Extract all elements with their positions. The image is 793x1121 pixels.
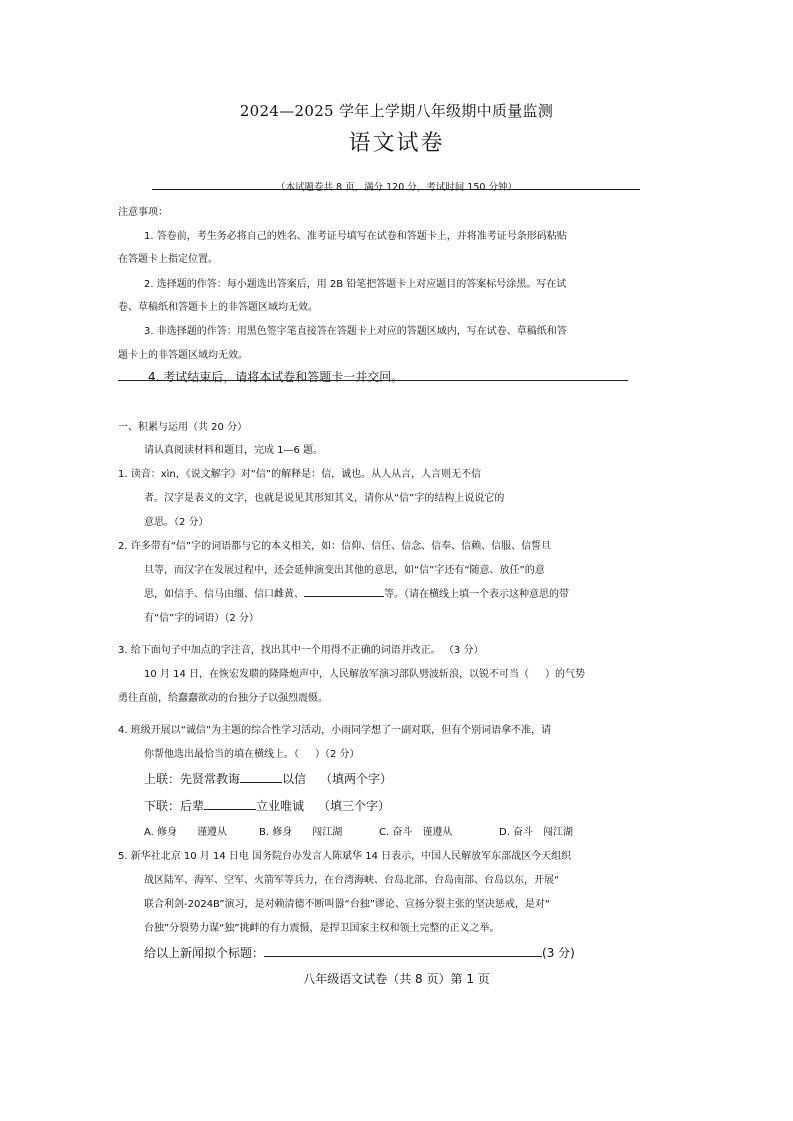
q4-up-blank[interactable]: [240, 770, 282, 783]
q4-option-d[interactable]: D. 奋斗 闯江湖: [499, 827, 574, 838]
q4-up-text2: 以信: [282, 772, 307, 786]
q2-line2: 旦等，而汉字在发展过程中，还会延伸演变出其他的意思，如“信”字还有“随意、放任”的意: [144, 565, 545, 576]
q4-down-text: 下联：后辈: [144, 799, 205, 813]
q5-prompt-text: 给以上新闻拟个标题：: [144, 946, 265, 960]
q2-line3: [144, 585, 569, 600]
q1-line2: 者。汉字是表义的文字，也就是说见其形知其义，请你从“信”字的结构上说说它的: [144, 493, 505, 504]
notice-item1-cont: 在答题卡上指定位置。: [118, 254, 218, 265]
notice-item2: 2. 选择题的作答：每小题选出答案后，用 2B 铅笔把答题卡上对应题目的答案标号涂黑。写在试: [144, 279, 567, 290]
q4-down-blank[interactable]: [204, 797, 256, 810]
q3-line1: 3. 给下面句子中加点的字注音，找出其中一个用得不正确的词语并改正。 （3 分）: [118, 645, 484, 656]
q3-line3: 勇往直前，给蠢蠢欲动的台独分子以强烈震慑。: [118, 693, 328, 704]
q2-answer-blank[interactable]: [304, 585, 384, 597]
page-footer: 八年级语文试卷（共 8 页）第 1 页: [303, 972, 490, 986]
q4-option-b[interactable]: B. 修身 闯江湖: [259, 827, 343, 838]
q5-line2: 战区陆军、海军、空军、火箭军等兵力，在台湾海峡、台岛北部、台岛南部、台岛以东，开展“: [144, 875, 560, 886]
notice-end-rule: [118, 380, 628, 381]
q5-title-blank[interactable]: [264, 944, 542, 957]
notice-item3-cont: 题卡上的非答题区域均无效。: [118, 350, 248, 361]
q5-line3: 联合利剑-2024B”演习，是对赖清德不断叫嚣“台独”谬论、宣扬分裂主张的坚决惩戒，是对“: [144, 899, 551, 910]
q4-couplet-up: [144, 770, 392, 787]
exam-title-line2: 语文试卷: [348, 131, 445, 156]
notice-item3: 3. 非选择题的作答：用黑色签字笔直接答在答题卡上对应的答题区域内，写在试卷、草稿纸和答: [144, 326, 567, 337]
notice-item2-cont: 卷、草稿纸和答题卡上的非答题区域均无效。: [118, 302, 318, 313]
q4-up-text: 上联：先贤常教诲: [144, 772, 241, 786]
q3-line2-rest: ）的气势: [545, 669, 585, 680]
q5-line4: 台独”分裂势力谋“独”挑衅的有力震慑，是捍卫国家主权和领土完整的正义之举。: [144, 923, 500, 934]
q3-line2-text: 10 月 14 日，在恢宏发聩的隆隆炮声中，人民解放军演习部队劈波斩浪，以锐不可当（: [144, 669, 529, 680]
q5-score: (3 分): [542, 946, 575, 960]
q4-line1: 4. 班级开展以“诚信”为主题的综合性学习活动，小雨同学想了一副对联，但有个别词语拿不准，请: [118, 725, 552, 736]
q4-line2-text: 你帮他选出最恰当的填在横线上。（: [144, 749, 299, 760]
q5-line1: 5. 新华社北京 10 月 14 日电 国务院台办发言人陈斌华 14 日表示，中国人民解放军东部战区今天组织: [118, 851, 572, 862]
q4-line2-rest: ）（2 分）: [315, 749, 360, 760]
q1-line3: 意思。（2 分）: [144, 517, 209, 528]
q4-down-text2: 立业唯诚: [256, 799, 305, 813]
q4-option-a[interactable]: A. 修身 谨遵从: [144, 827, 228, 838]
section1-intro: 请认真阅读材料和题目，完成 1—6 题。: [144, 445, 324, 456]
q2-line3-text: 思，如信手、信马由缰、信口雌黄、: [144, 589, 304, 600]
exam-title-line1: 2024—2025 学年上学期八年级期中质量监测: [239, 102, 554, 120]
exam-subtitle: （本试题卷共 8 页，满分 120 分，考试时间 150 分钟）: [276, 182, 517, 193]
q4-line2: [144, 745, 360, 760]
q2-line4: 有“信”字的词语）（2 分）: [144, 613, 259, 624]
q4-down-hint: （填三个字）: [318, 799, 391, 813]
q5-title-prompt: [144, 944, 575, 961]
notice-item1: 1. 答卷前，考生务必将自己的姓名、准考证号填写在试卷和答题卡上，并将准考证号条形码粘贴: [144, 231, 567, 242]
q2-line1: 2. 许多带有“信”字的词语都与它的本义相关，如：信仰、信任、信念、信奉、信赖、信服、信誓旦: [118, 541, 552, 552]
q4-option-c[interactable]: C. 奋斗 谨遵从: [379, 827, 453, 838]
q3-line2: [144, 665, 585, 680]
q4-couplet-down: [144, 797, 390, 814]
section1-heading: 一、积累与运用（共 20 分）: [118, 422, 248, 433]
notice-item4: 4. 考试结束后，请将本试卷和答题卡一并交回。: [148, 370, 404, 384]
q4-up-hint: （填两个字）: [320, 772, 393, 786]
q2-line3-rest: 等。（请在横线上填一个表示这种意思的带: [384, 589, 569, 600]
q1-line1: 1. 读音：xìn，《说文解字》对“信”的解释是：信，诚也。从人从言，人言则无不信: [118, 469, 482, 480]
notice-heading: 注意事项：: [118, 207, 168, 218]
